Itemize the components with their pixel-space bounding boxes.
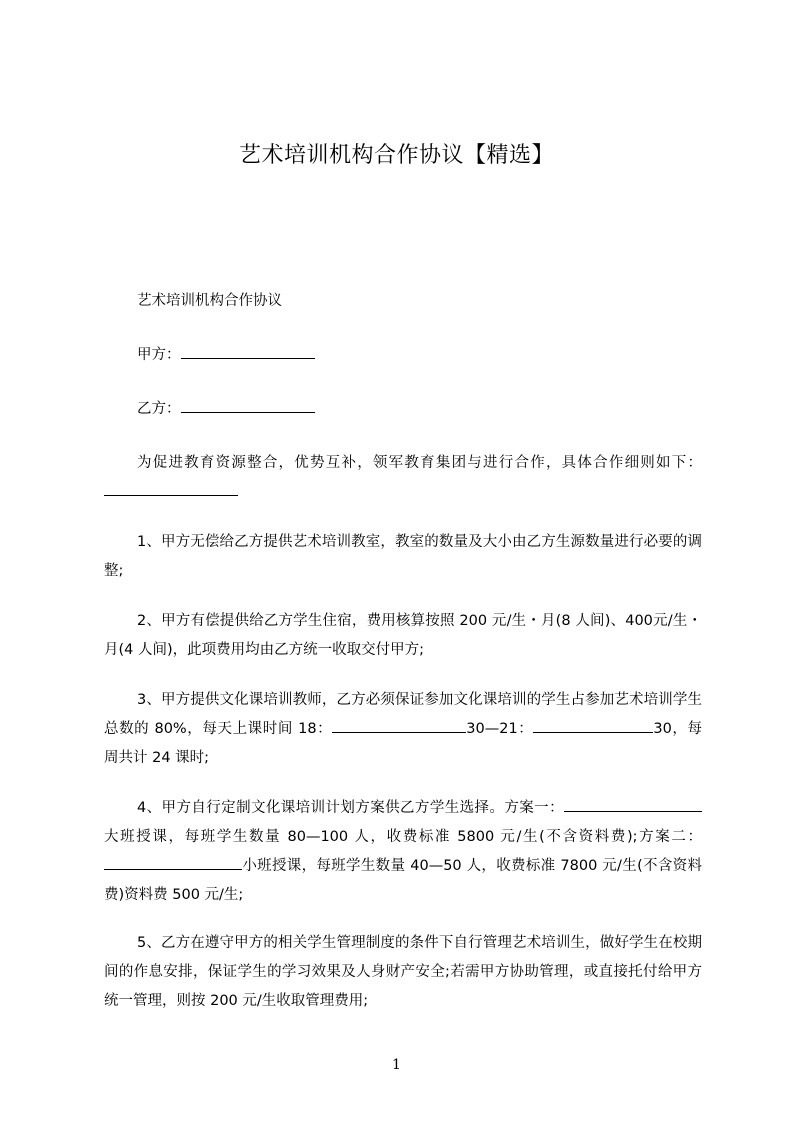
clause-4-part2: 大班授课，每班学生数量 80—100 人，收费标准 5800 元/生(不含资料费);方案二： <box>104 829 702 845</box>
intro-text: 为促进教育资源整合，优势互补，领军教育集团与进行合作，具体合作细则如下： <box>137 455 702 471</box>
party-b-blank <box>181 398 315 413</box>
clause-4 <box>104 794 702 910</box>
page-number: 1 <box>392 1057 401 1073</box>
clause-3-part1: 3、甲方提供文化课培训教师，乙方必须保证参加文化课培训的学生占参加艺术培训学生总数的 80%，每天上课时间 18： <box>104 692 702 737</box>
clause-3 <box>104 686 702 773</box>
clause-3-blank-2 <box>533 718 653 733</box>
clause-4-part3: 小班授课，每班学生数量 40—50 人，收费标准 7800 元/生(不含资料费)资料费 500 元/生; <box>104 858 702 903</box>
subtitle: 艺术培训机构合作协议 <box>137 293 282 309</box>
clause-1: 1、甲方无偿给乙方提供艺术培训教室，教室的数量及大小由乙方生源数量进行必要的调整; <box>104 534 702 579</box>
clause-4-blank-1 <box>564 797 702 812</box>
clause-3-blank-1 <box>332 718 466 733</box>
party-a-blank <box>181 344 315 359</box>
clause-3-part2: 30—21： <box>466 721 534 737</box>
clause-3-part3: 30，每周共计 24 课时; <box>104 721 702 766</box>
clause-5: 5、乙方在遵守甲方的相关学生管理制度的条件下自行管理艺术培训生，做好学生在校期间的作息安排，保证学生的学习效果及人身财产安全;若需甲方协助管理，或直接托付给甲方统一管理，则按 200 元/生收取管理费用; <box>104 935 702 1009</box>
document-title: 艺术培训机构合作协议【精选】 <box>238 143 554 168</box>
clause-4-part1: 4、甲方自行定制文化课培训计划方案供乙方学生选择。方案一： <box>137 800 564 816</box>
party-a-line <box>104 341 702 370</box>
party-b-line <box>104 395 702 424</box>
intro-blank <box>104 481 238 496</box>
clause-4-blank-2 <box>104 855 242 870</box>
intro-paragraph <box>104 449 702 507</box>
party-b-label: 乙方： <box>137 401 181 417</box>
party-a-label: 甲方： <box>137 347 181 363</box>
clause-2: 2、甲方有偿提供给乙方学生住宿，费用核算按照 200 元/生・月(8 人间)、400元/生・月(4 人间)，此项费用均由乙方统一收取交付甲方; <box>104 613 702 658</box>
